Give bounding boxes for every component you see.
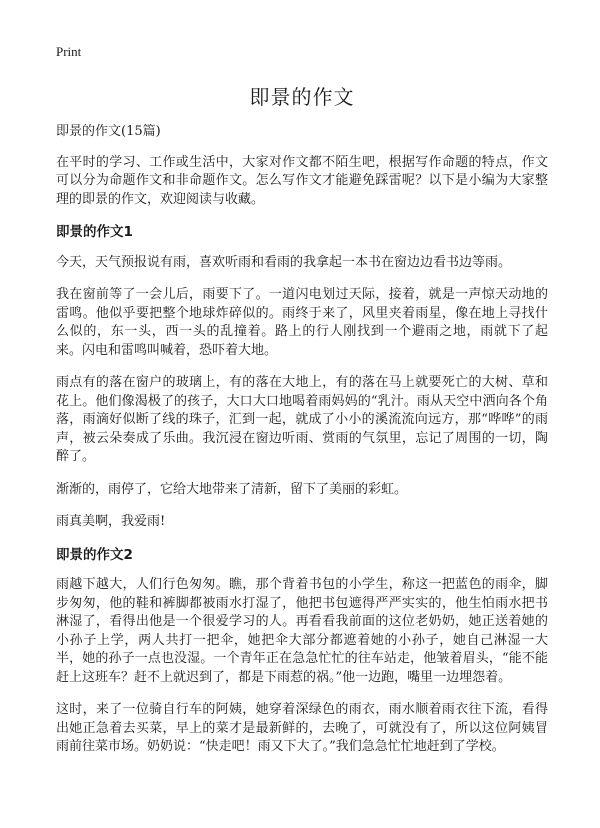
essay-1-paragraph-3: 雨点有的落在窗户的玻璃上，有的落在大地上，有的落在马上就要死亡的大树、草和花上。他们像渴极了的孩子，大口大口地喝着雨妈妈的“乳汁。雨从天空中洒向各个角落，雨滴好似断了线的珠子，汇到一起，就成了小小的溪流流向远方，那“哗哗”的雨声，被云朵奏成了乐曲。我沉浸在窗边听雨、赏雨的气氛里，忘记了周围的一切，陶醉了。 (56, 375, 548, 464)
essay-1-paragraph-2: 我在窗前等了一会儿后，雨要下了。一道闪电划过天际，接着，就是一声惊天动地的雷鸣。他似乎要把整个地球炸碎似的。雨终于来了，风里夹着雨星，像在地上寻找什么似的，东一头，西一头的乱撞着。路上的行人刚找到一个避雨之地，雨就下了起来。闪电和雷鸣叫喊着，恐吓着大地。 (56, 287, 548, 358)
essay-2-paragraph-2: 这时，来了一位骑自行车的阿姨，她穿着深绿色的雨衣，雨水顺着雨衣往下流，看得出她正急着去买菜，早上的菜才是最新鲜的，去晚了，可就没有了，所以这位阿姨冒雨前往菜市场。奶奶说：“快走吧！雨又下大了。”我们急急忙忙地赶到了学校。 (56, 702, 548, 754)
essay-2-paragraph-1: 雨越下越大，人们行色匆匆。瞧，那个背着书包的小学生，称这一把蓝色的雨伞，脚步匆匆，他的鞋和裤脚都被雨水打湿了，他把书包遮得严严实实的，他生怕雨水把书淋湿了，看得出他是一个很爱学习的人。再看看我前面的这位老奶奶，她正送着她的小孙子上学，两人共打一把伞，她把伞大部分都遮着她的小孙子，她自己淋湿一大半，她的孙子一点也没湿。一个青年正在急急忙忙的往车站走，他皱着眉头，“能不能赶上这班车？赶不上就迟到了，都是下雨惹的祸。”他一边跑，嘴里一边埋怨着。 (56, 577, 548, 685)
article-subtitle: 即景的作文(15篇) (56, 124, 161, 139)
essay-1-paragraph-1: 今天，天气预报说有雨，喜欢听雨和看雨的我拿起一本书在窗边边看书边等雨。 (56, 254, 512, 270)
essay-1-paragraph-5: 雨真美啊，我爱雨! (56, 514, 166, 529)
essay-1-paragraph-4: 渐渐的，雨停了，它给大地带来了清新，留下了美丽的彩虹。 (56, 481, 408, 497)
page-title: 即景的作文 (249, 85, 355, 109)
essay-heading-1: 即景的作文1 (56, 224, 133, 240)
essay-heading-2: 即景的作文2 (56, 546, 133, 563)
intro-paragraph: 在平时的学习、工作或生活中，大家对作文都不陌生吧，根据写作命题的特点，作文可以分为命题作文和非命题作文。怎么写作文才能避免踩雷呢？以下是小编为大家整理的即景的作文，欢迎阅读与收藏。 (56, 154, 548, 207)
article-body (56, 123, 548, 771)
print-link[interactable]: Print (56, 44, 82, 59)
